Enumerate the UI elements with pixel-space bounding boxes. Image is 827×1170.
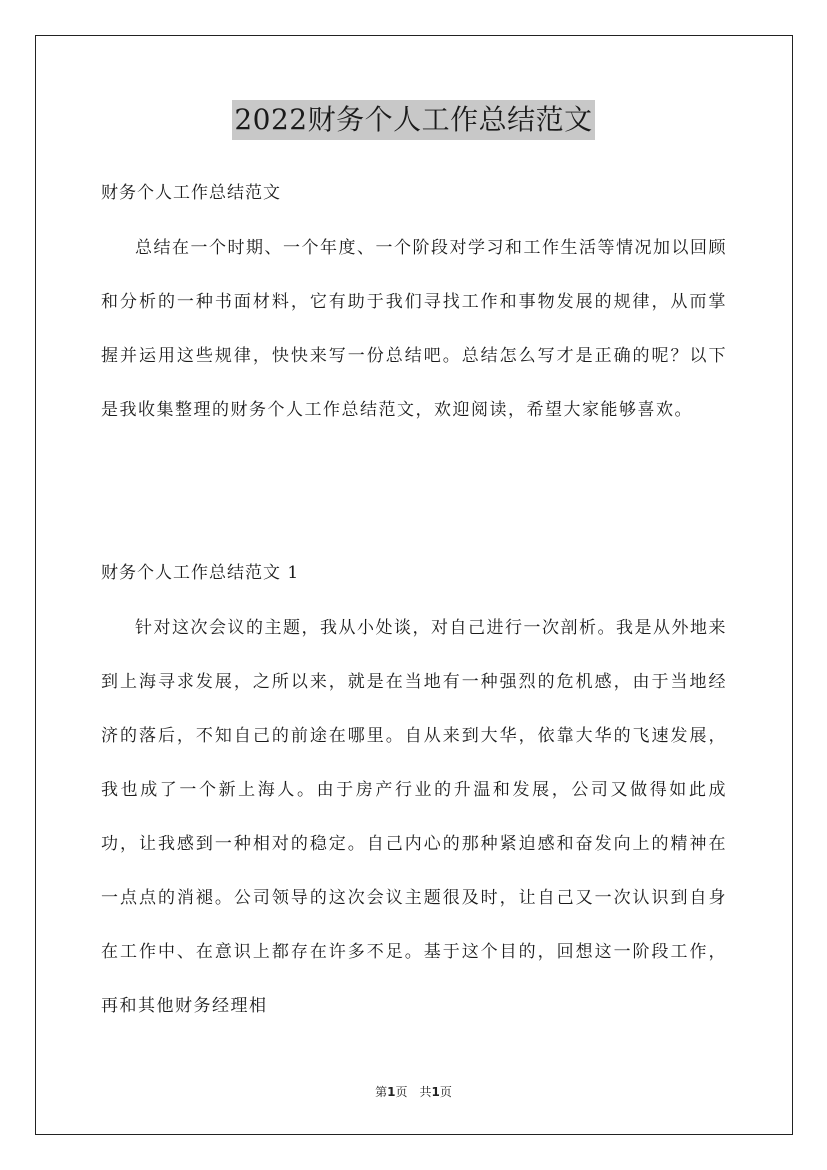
total-page-number: 1 xyxy=(431,1085,440,1099)
total-label-unit: 页 xyxy=(439,1085,452,1099)
page-footer xyxy=(0,1084,827,1100)
total-label-prefix: 共 xyxy=(419,1085,432,1099)
intro-paragraph: 总结在一个时期、一个年度、一个阶段对学习和工作生活等情况加以回顾和分析的一种书面材料，它有助于我们寻找工作和事物发展的规律，从而掌握并运用这些规律，快快来写一份总结吧。总结怎么写才是正确的呢？以下是我收集整理的财务个人工作总结范文，欢迎阅读，希望大家能够喜欢。 xyxy=(101,238,727,420)
section-1-paragraph: 针对这次会议的主题，我从小处谈，对自己进行一次剖析。我是从外地来到上海寻求发展，之所以来，就是在当地有一种强烈的危机感，由于当地经济的落后，不知自己的前途在哪里。自从来到大华，依靠大华的飞速发展，我也成了一个新上海人。由于房产行业的升温和发展，公司又做得如此成功，让我感到一种相对的稳定。自己内心的那种紧迫感和奋发向上的精神在一点点的消褪。公司领导的这次会议主题很及时，让自己又一次认识到自身在工作中、在意识上都存在许多不足。基于这个目的，回想这一阶段工作，再和其他财务经理相 xyxy=(101,618,727,1016)
page-label-unit: 页 xyxy=(395,1085,408,1099)
section-heading-1: 财务个人工作总结范文 1 xyxy=(101,563,300,583)
page-label-prefix: 第 xyxy=(375,1085,388,1099)
title-container xyxy=(0,100,827,140)
current-page-number: 1 xyxy=(387,1085,396,1099)
section-heading-intro: 财务个人工作总结范文 xyxy=(101,183,281,203)
document-title: 2022财务个人工作总结范文 xyxy=(232,100,594,140)
